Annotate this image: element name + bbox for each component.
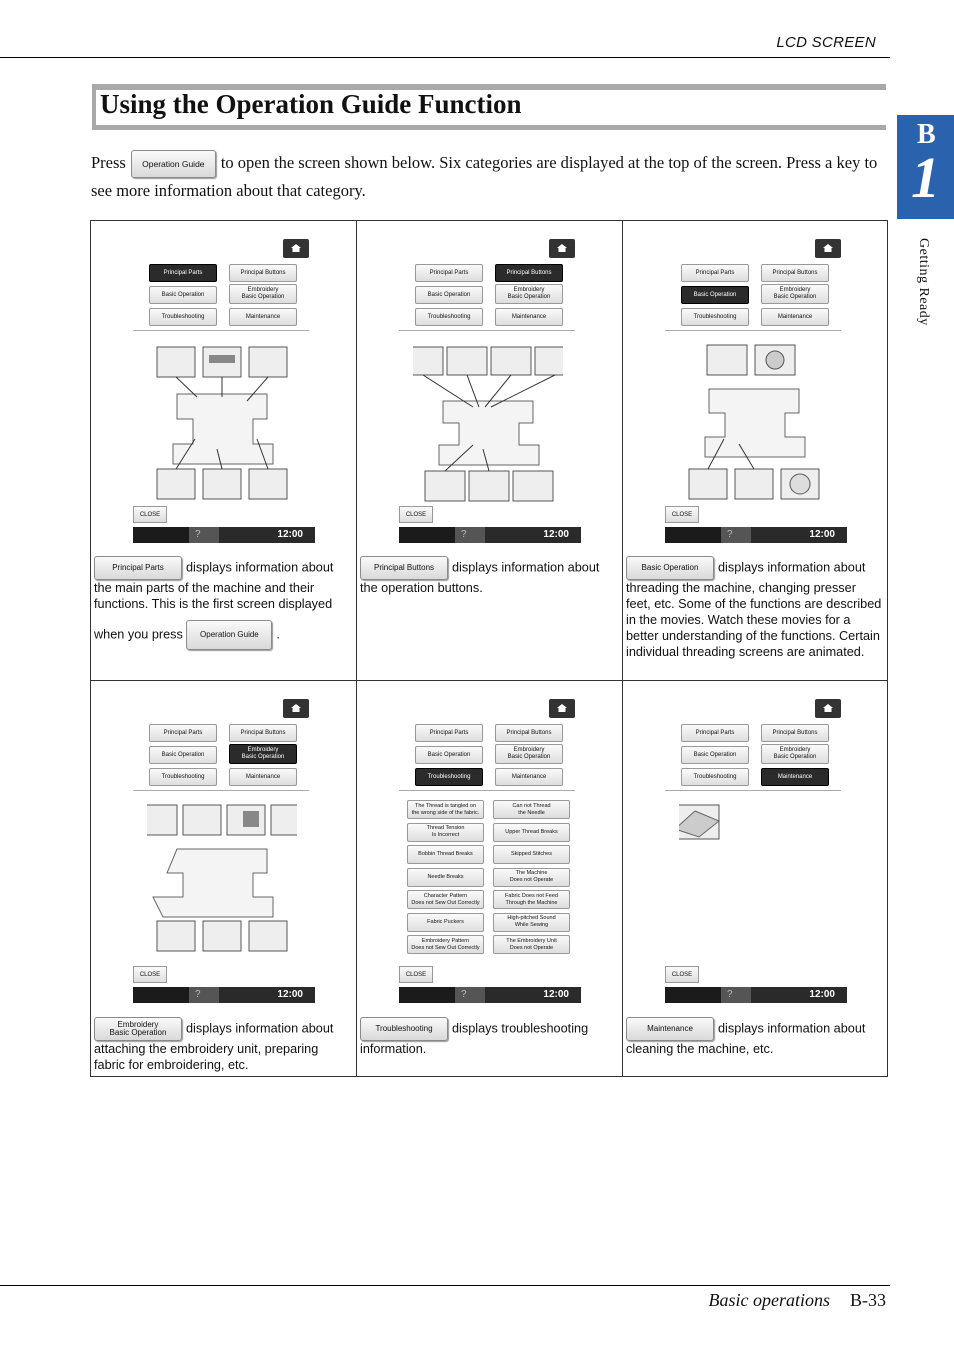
tab-maintenance[interactable]: Maintenance xyxy=(229,308,297,326)
trouble-item[interactable]: Character Pattern Does not Sew Out Correctly xyxy=(407,890,484,909)
tab-principal-parts[interactable]: Principal Parts xyxy=(149,264,217,282)
trouble-item[interactable]: Embroidery Pattern Does not Sew Out Correctly xyxy=(407,935,484,954)
description-principal-parts: Principal Parts displays information about the main parts of the machine and their functions. This is the first screen displayed when you press Operation Guide . xyxy=(94,556,352,650)
tab-basic-operation[interactable]: Basic Operation xyxy=(681,286,749,304)
embroidery-illustration xyxy=(147,799,297,964)
tab-basic-operation[interactable]: Basic Operation xyxy=(149,746,217,764)
description-embroidery-basic: Embroidery Basic Operation displays information about attaching the embroidery unit, preparing fabric for embroidering, etc. xyxy=(94,1017,352,1073)
clock: 12:00 xyxy=(277,989,303,1000)
tab-principal-parts[interactable]: Principal Parts xyxy=(415,264,483,282)
tab-troubleshooting[interactable]: Troubleshooting xyxy=(415,308,483,326)
chapter-number: 1 xyxy=(911,145,940,210)
troubleshooting-key[interactable]: Troubleshooting xyxy=(360,1017,448,1041)
home-icon[interactable] xyxy=(549,239,575,258)
tab-maintenance[interactable]: Maintenance xyxy=(495,308,563,326)
trouble-item[interactable]: Skipped Stitches xyxy=(493,845,570,864)
guide-grid xyxy=(90,220,888,1077)
intro-text: to open the screen shown below. Six categories are displayed at the top of the screen. Press a key to see more information about that category. xyxy=(91,153,878,201)
trouble-item[interactable]: Upper Thread Breaks xyxy=(493,823,570,842)
status-bar xyxy=(399,987,581,1003)
tab-principal-parts[interactable]: Principal Parts xyxy=(681,264,749,282)
help-icon[interactable]: ? xyxy=(461,529,467,540)
machine-parts-illustration xyxy=(147,339,297,504)
footer-section: Basic operations xyxy=(708,1290,830,1310)
tab-basic-operation[interactable]: Basic Operation xyxy=(415,746,483,764)
tab-principal-buttons[interactable]: Principal Buttons xyxy=(495,724,563,742)
header-label: LCD SCREEN xyxy=(776,34,876,51)
maintenance-key[interactable]: Maintenance xyxy=(626,1017,714,1041)
intro-paragraph xyxy=(91,150,891,203)
lcd-screen xyxy=(133,239,309,544)
lcd-screen xyxy=(133,699,309,1004)
tab-basic-operation[interactable]: Basic Operation xyxy=(681,746,749,764)
tab-embroidery-basic[interactable]: Embroidery Basic Operation xyxy=(495,284,563,304)
tab-principal-buttons[interactable]: Principal Buttons xyxy=(761,264,829,282)
principal-parts-key[interactable]: Principal Parts xyxy=(94,556,182,580)
help-icon[interactable]: ? xyxy=(461,989,467,1000)
tab-maintenance[interactable]: Maintenance xyxy=(761,768,829,786)
cell-embroidery-basic xyxy=(91,681,357,1078)
close-button[interactable]: CLOSE xyxy=(133,966,167,983)
tab-basic-operation[interactable]: Basic Operation xyxy=(149,286,217,304)
help-icon[interactable]: ? xyxy=(727,529,733,540)
lcd-screen xyxy=(399,239,575,544)
tab-principal-buttons[interactable]: Principal Buttons xyxy=(495,264,563,282)
tab-maintenance[interactable]: Maintenance xyxy=(495,768,563,786)
chapter-label: Getting Ready xyxy=(916,238,931,326)
threading-illustration xyxy=(679,339,829,504)
help-icon[interactable]: ? xyxy=(195,529,201,540)
header-rule xyxy=(0,57,890,58)
close-button[interactable]: CLOSE xyxy=(399,506,433,523)
status-bar xyxy=(133,527,315,543)
status-bar xyxy=(133,987,315,1003)
footer-rule xyxy=(0,1285,890,1286)
principal-buttons-key[interactable]: Principal Buttons xyxy=(360,556,448,580)
close-button[interactable]: CLOSE xyxy=(665,506,699,523)
cell-basic-operation xyxy=(623,221,889,680)
home-icon[interactable] xyxy=(815,239,841,258)
status-bar xyxy=(665,527,847,543)
trouble-item[interactable]: Bobbin Thread Breaks xyxy=(407,845,484,864)
clock: 12:00 xyxy=(543,989,569,1000)
tab-troubleshooting[interactable]: Troubleshooting xyxy=(149,308,217,326)
tab-embroidery-basic[interactable]: Embroidery Basic Operation xyxy=(229,284,297,304)
cell-troubleshooting xyxy=(357,681,623,1078)
trouble-item[interactable]: High-pitched Sound While Sewing xyxy=(493,913,570,932)
clock: 12:00 xyxy=(543,529,569,540)
trouble-item[interactable]: The Embroidery Unit Does not Operate xyxy=(493,935,570,954)
trouble-item[interactable]: Fabric Does not Feed Through the Machine xyxy=(493,890,570,909)
tab-maintenance[interactable]: Maintenance xyxy=(761,308,829,326)
clock: 12:00 xyxy=(277,529,303,540)
chapter-tab xyxy=(897,115,954,219)
intro-press: Press xyxy=(91,153,126,172)
trouble-item[interactable]: Can not Thread the Needle xyxy=(493,800,570,819)
tab-embroidery-basic[interactable]: Embroidery Basic Operation xyxy=(761,744,829,764)
home-icon[interactable] xyxy=(549,699,575,718)
close-button[interactable]: CLOSE xyxy=(133,506,167,523)
clock: 12:00 xyxy=(809,989,835,1000)
home-icon[interactable] xyxy=(283,239,309,258)
close-button[interactable]: CLOSE xyxy=(399,966,433,983)
help-icon[interactable]: ? xyxy=(727,989,733,1000)
help-icon[interactable]: ? xyxy=(195,989,201,1000)
status-bar xyxy=(399,527,581,543)
tab-embroidery-basic[interactable]: Embroidery Basic Operation xyxy=(229,744,297,764)
tab-maintenance[interactable]: Maintenance xyxy=(229,768,297,786)
cell-principal-parts xyxy=(91,221,357,680)
tab-principal-parts[interactable]: Principal Parts xyxy=(415,724,483,742)
description-principal-buttons: Principal Buttons displays information about the operation buttons. xyxy=(360,556,618,596)
description-maintenance: Maintenance displays information about cleaning the machine, etc. xyxy=(626,1017,884,1057)
tab-troubleshooting[interactable]: Troubleshooting xyxy=(681,768,749,786)
trouble-item[interactable]: The Thread is tangled on the wrong side of the fabric. xyxy=(407,800,484,819)
tab-embroidery-basic[interactable]: Embroidery Basic Operation xyxy=(495,744,563,764)
page-title: Using the Operation Guide Function xyxy=(100,89,522,119)
tab-principal-buttons[interactable]: Principal Buttons xyxy=(229,264,297,282)
operation-guide-button[interactable]: Operation Guide xyxy=(131,150,216,178)
lcd-screen xyxy=(399,699,575,1004)
chapter-letter: B xyxy=(917,119,936,150)
trouble-item[interactable]: Thread Tension Is Incorrect xyxy=(407,823,484,842)
tab-principal-buttons[interactable]: Principal Buttons xyxy=(229,724,297,742)
lcd-screen xyxy=(665,239,841,544)
close-button[interactable]: CLOSE xyxy=(665,966,699,983)
trouble-item[interactable]: Fabric Puckers xyxy=(407,913,484,932)
cell-principal-buttons xyxy=(357,221,623,680)
basic-operation-key[interactable]: Basic Operation xyxy=(626,556,714,580)
cell-maintenance xyxy=(623,681,889,1078)
tab-embroidery-basic[interactable]: Embroidery Basic Operation xyxy=(761,284,829,304)
trouble-item[interactable]: Needle Breaks xyxy=(407,868,484,887)
status-bar xyxy=(665,987,847,1003)
trouble-item[interactable]: The Machine Does not Operate xyxy=(493,868,570,887)
tab-principal-parts[interactable]: Principal Parts xyxy=(681,724,749,742)
tab-troubleshooting[interactable]: Troubleshooting xyxy=(149,768,217,786)
home-icon[interactable] xyxy=(815,699,841,718)
tab-troubleshooting[interactable]: Troubleshooting xyxy=(681,308,749,326)
maintenance-illustration xyxy=(679,799,829,964)
tab-principal-parts[interactable]: Principal Parts xyxy=(149,724,217,742)
tab-basic-operation[interactable]: Basic Operation xyxy=(415,286,483,304)
home-icon[interactable] xyxy=(283,699,309,718)
clock: 12:00 xyxy=(809,529,835,540)
tab-troubleshooting[interactable]: Troubleshooting xyxy=(415,768,483,786)
description-troubleshooting: Troubleshooting displays troubleshooting information. xyxy=(360,1017,618,1057)
page-number: B-33 xyxy=(850,1290,886,1310)
operation-guide-key[interactable]: Operation Guide xyxy=(186,620,272,650)
machine-buttons-illustration xyxy=(413,339,563,504)
embroidery-basic-key[interactable]: Embroidery Basic Operation xyxy=(94,1017,182,1041)
lcd-screen xyxy=(665,699,841,1004)
tab-principal-buttons[interactable]: Principal Buttons xyxy=(761,724,829,742)
description-basic-operation: Basic Operation displays information about threading the machine, changing presser feet, etc. Some of the functions are described in the movies. Watch these movies for a better understanding of the functions. Certain individual threading screens are animated. xyxy=(626,556,884,660)
